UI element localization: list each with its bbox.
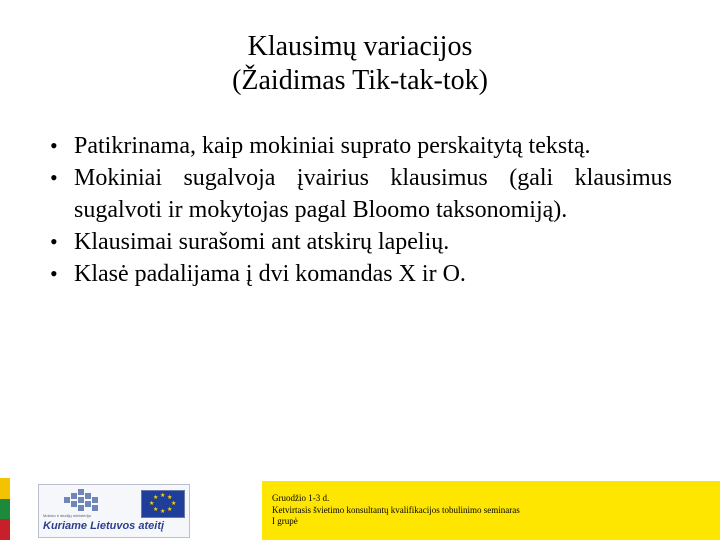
strip-red: [0, 519, 10, 540]
strip-yellow: [0, 478, 10, 499]
eu-flag-icon: ★ ★ ★ ★ ★ ★ ★ ★: [141, 490, 185, 518]
bullet-item: [48, 226, 672, 258]
bullet-icon: •: [50, 261, 58, 286]
bullet-item: [48, 162, 672, 226]
footer-info-text: [272, 493, 520, 528]
bullet-text: Patikrinama, kaip mokiniai suprato perskaitytą tekstą.: [74, 133, 591, 159]
bullet-text: Mokiniai sugalvoja įvairius klausimus (gali klausimus sugalvoti ir mokytojas pagal Bloomo taksonomiją).: [74, 165, 672, 223]
bullet-icon: •: [50, 229, 58, 254]
ministry-logo-icon: [42, 488, 122, 516]
bullet-text: Klasė padalijama į dvi komandas X ir O.: [74, 261, 466, 287]
flag-color-strip: [0, 478, 10, 540]
logo-caption: Mokslo ir studijų ministerija: [43, 513, 91, 518]
title-line-2: (Žaidimas Tik-tak-tok): [232, 65, 488, 96]
bullet-item: [48, 258, 672, 290]
footer-group: I grupė: [272, 516, 298, 526]
bullet-list: [48, 130, 672, 290]
footer-info-box: [262, 481, 720, 540]
title-line-1: Klausimų variacijos: [247, 31, 473, 62]
logo-slogan: Kuriame Lietuvos ateitį: [43, 520, 165, 532]
slide-title: [0, 30, 720, 98]
bullet-icon: •: [50, 133, 58, 158]
bullet-text: Klausimai surašomi ant atskirų lapelių.: [74, 229, 450, 255]
sponsor-logos: [38, 484, 190, 538]
footer-seminar: Ketvirtasis švietimo konsultantų kvalifikacijos tobulinimo seminaras: [272, 504, 520, 515]
strip-green: [0, 499, 10, 520]
footer-date: Gruodžio 1-3 d.: [272, 493, 330, 503]
bullet-item: [48, 130, 672, 162]
bullet-icon: •: [50, 165, 58, 190]
